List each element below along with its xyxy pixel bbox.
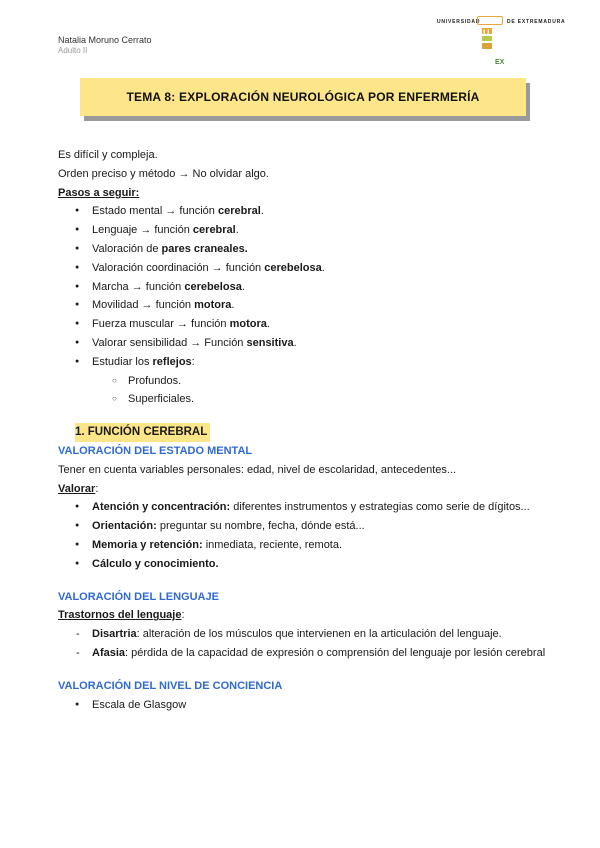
list-item: ● Atención y concentración: diferentes instrumentos y estrategias como serie de dígitos...: [58, 498, 578, 517]
list-item: ○ Profundos.: [58, 372, 578, 391]
document-title: TEMA 8: EXPLORACIÓN NEUROLÓGICA POR ENFERMERÍA: [126, 90, 480, 104]
document-title-box: [80, 78, 526, 116]
logo-frame: [477, 16, 503, 25]
heading-estado-mental: VALORACIÓN DEL ESTADO MENTAL: [58, 444, 253, 457]
list-item: ● Memoria y retención: inmediata, reciente, remota.: [58, 536, 578, 555]
list-item: ● Valoración de pares craneales.: [58, 240, 578, 259]
steps-list: [58, 202, 578, 371]
document-body: [58, 146, 578, 714]
list-item: ● Lenguaje → función cerebral.: [58, 221, 578, 240]
consciousness-list: [58, 696, 578, 715]
mental-state-text: Tener en cuenta variables personales: edad, nivel de escolaridad, antecedentes...: [58, 463, 457, 476]
list-item: - Disartria: alteración de los músculos que intervienen en la articulación del lenguaje.: [58, 625, 578, 644]
logo-text-right: DE EXTREMADURA: [507, 19, 566, 25]
subject-name: Adulto II: [58, 46, 88, 55]
list-item: ● Movilidad → función motora.: [58, 296, 578, 315]
list-item: ● Estudiar los reflejos:: [58, 353, 578, 372]
steps-heading: Pasos a seguir:: [58, 186, 140, 199]
disorders-label-line: Trastornos del lenguaje:: [58, 609, 185, 622]
list-item: - Afasia: pérdida de la capacidad de expresión o comprensión del lenguaje por lesión cerebral: [58, 644, 578, 663]
valorar-label: Valorar: [58, 482, 96, 495]
heading-nivel-conciencia: VALORACIÓN DEL NIVEL DE CONCIENCIA: [58, 679, 283, 692]
list-item: ○ Superficiales.: [58, 390, 578, 409]
list-item: ● Valoración coordinación → función cerebelosa.: [58, 259, 578, 278]
mental-state-list: [58, 498, 578, 573]
logo-text-left: UNIVERSIDAD: [437, 19, 481, 25]
author-name: Natalia Moruno Cerrato: [58, 35, 152, 45]
intro-line-2: Orden preciso y método → No olvidar algo.: [58, 167, 269, 180]
language-disorders-list: [58, 625, 578, 663]
valorar-label-line: Valorar:: [58, 482, 99, 495]
list-item: ● Cálculo y conocimiento.: [58, 555, 578, 574]
list-item: ● Orientación: preguntar su nombre, fecha, dónde está...: [58, 517, 578, 536]
logo-letters-ex: EX: [495, 59, 505, 66]
list-item: ● Fuerza muscular → función motora.: [58, 315, 578, 334]
list-item: ● Valorar sensibilidad → Función sensitiva.: [58, 334, 578, 353]
university-logo: [437, 15, 587, 66]
list-item: ● Marcha → función cerebelosa.: [58, 278, 578, 297]
heading-lenguaje: VALORACIÓN DEL LENGUAJE: [58, 590, 219, 603]
intro-line-1: Es difícil y compleja.: [58, 149, 158, 161]
logo-letter-u: U: [483, 28, 490, 38]
list-item: ● Escala de Glasgow: [58, 696, 578, 715]
list-item: ● Estado mental → función cerebral.: [58, 202, 578, 221]
logo-bar-gold: [482, 43, 492, 49]
section-heading-funcion-cerebral: 1. FUNCIÓN CEREBRAL: [75, 423, 210, 442]
disorders-label: Trastornos del lenguaje: [58, 609, 182, 622]
reflex-types-list: [58, 372, 578, 410]
